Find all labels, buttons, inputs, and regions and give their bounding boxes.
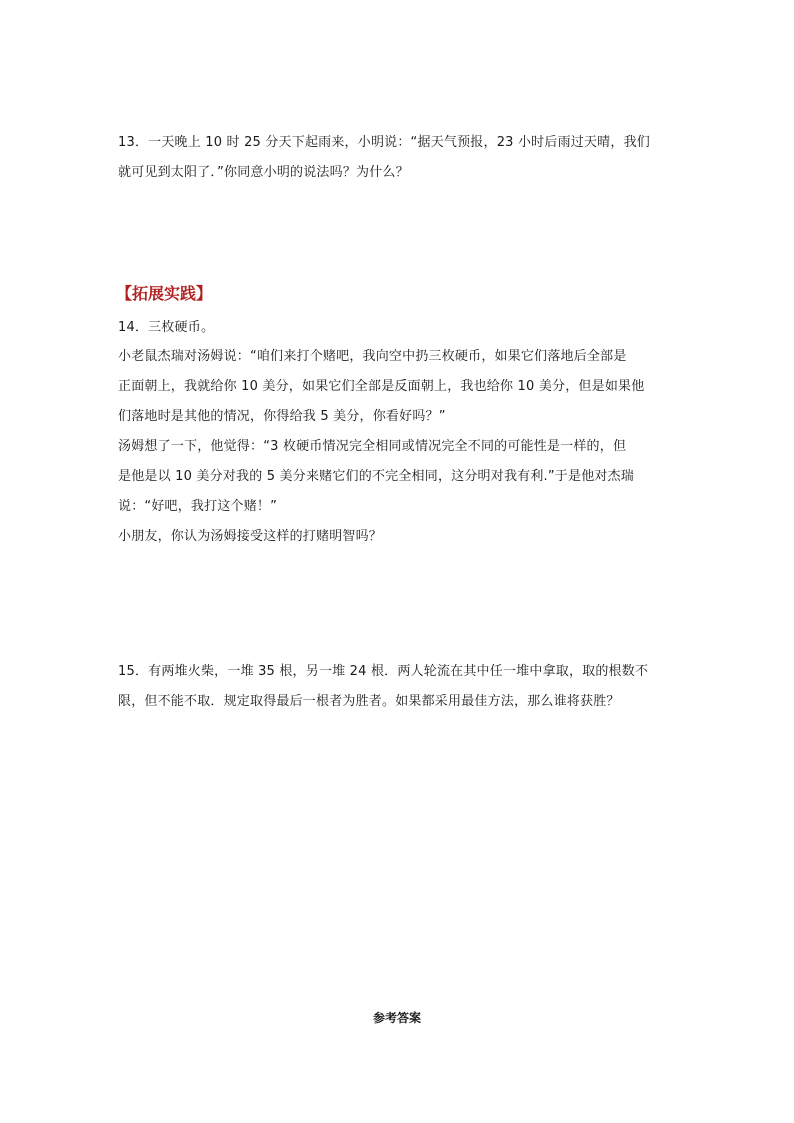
question-15 bbox=[118, 657, 678, 717]
question-13-line-2: 就可见到太阳了．”你同意小明的说法吗？为什么？ bbox=[118, 165, 409, 180]
question-14-line-4: 们落地时是其他的情况，你得给我 5 美分，你看好吗？” bbox=[118, 409, 446, 424]
question-14-line-3: 正面朝上，我就给你 10 美分，如果它们全部是反面朝上，我也给你 10 美分，但是如果他 bbox=[118, 379, 645, 394]
reference-answer-title: 参考答案 bbox=[372, 1011, 421, 1025]
question-14-line-7: 说：“好吧，我打这个赌！” bbox=[118, 499, 278, 514]
question-14-line-5: 汤姆想了一下，他觉得：“3 枚硬币情况完全相同或情况完全不同的可能性是一样的，但 bbox=[118, 439, 627, 454]
question-15-line-1: 15．有两堆火柴，一堆 35 根，另一堆 24 根．两人轮流在其中任一堆中拿取，取的根数不 bbox=[118, 664, 649, 679]
question-14-line-8: 小朋友，你认为汤姆接受这样的打赌明智吗？ bbox=[118, 529, 383, 544]
question-14 bbox=[118, 314, 678, 552]
question-14-line-6: 是他是以 10 美分对我的 5 美分来赌它们的不完全相同，这分明对我有利.”于是他对杰瑞 bbox=[118, 469, 635, 484]
question-13 bbox=[118, 128, 678, 188]
question-15-line-2: 限，但不能不取．规定取得最后一根者为胜者。如果都采用最佳方法，那么谁将获胜？ bbox=[118, 694, 620, 709]
question-13-line-1: 13．一天晚上 10 时 25 分天下起雨来，小明说：“据天气预报，23 小时后雨过天晴，我们 bbox=[118, 135, 650, 150]
question-14-title: 14．三枚硬币。 bbox=[118, 320, 215, 335]
question-14-line-2: 小老鼠杰瑞对汤姆说：“咱们来打个赌吧，我向空中扔三枚硬币，如果它们落地后全部是 bbox=[118, 349, 627, 364]
section-heading-extension-practice: 【拓展实践】 bbox=[116, 284, 213, 303]
